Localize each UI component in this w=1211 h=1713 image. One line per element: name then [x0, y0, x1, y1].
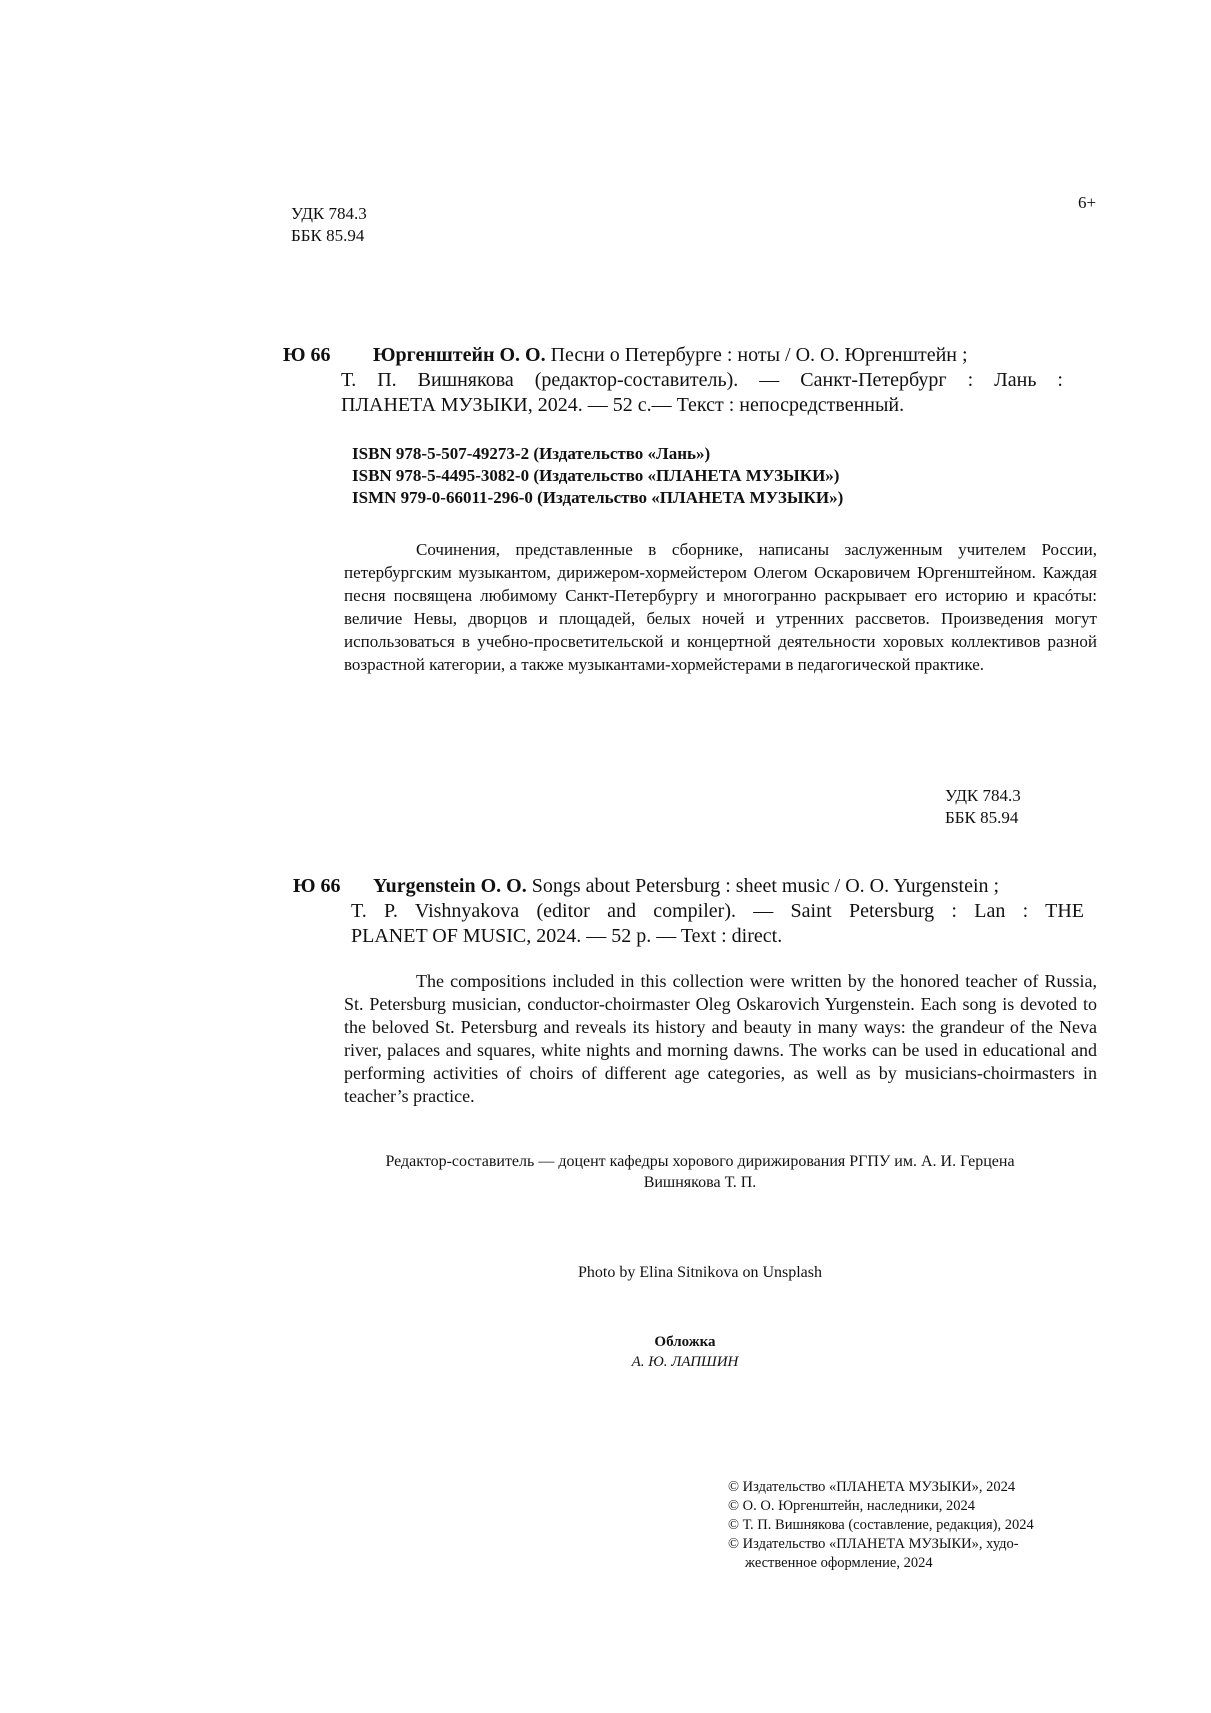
entry-en-line-1 — [293, 874, 1084, 899]
photo-credit: Photo by Elina Sitnikova on Unsplash — [578, 1264, 822, 1281]
editor-position: Редактор-составитель — доцент кафедры хорового дирижирования РГПУ им. А. И. Герцена — [385, 1153, 1015, 1170]
catalog-entry-ru — [283, 343, 1063, 418]
annotation-en-text: The compositions included in this collection were written by the honored teacher of Russia, St. Petersburg musician, conductor-choirmaster Oleg Oskarovich Yurgenstein. Each song is devoted to the beloved St. Petersburg and reveals its history and beauty in many ways: the grandeur of the Neva river, palaces and squares, white nights and morning dawns. The works can be used in educational and performing activities of choirs of different age categories, as well as by musicians-choirmasters in teacher’s practice. — [344, 971, 1097, 1106]
entry-ru-line-3: ПЛАНЕТА МУЗЫКИ, 2024. — 52 с.— Текст : непосредственный. — [341, 394, 905, 416]
copyright-line: © Т. П. Вишнякова (составление, редакция), 2024 — [728, 1517, 1034, 1533]
editor-name: Вишнякова Т. П. — [643, 1174, 757, 1191]
copyright-line-cont: жественное оформление, 2024 — [745, 1555, 933, 1571]
isbn-lan: ISBN 978-5-507-49273-2 (Издательство «Лань») — [352, 444, 711, 463]
cover-artist: А. Ю. ЛАПШИН — [631, 1354, 739, 1370]
entry-ru-line-2: Т. П. Вишнякова (редактор-составитель). — Санкт-Петербург : Лань : — [341, 369, 1063, 391]
cover-credit — [550, 1332, 820, 1372]
udk-bbk-bottom — [945, 785, 1021, 829]
entry-en-line-3: PLANET OF MUSIC, 2024. — 52 p. — Text : direct. — [351, 925, 783, 947]
copyright-block — [728, 1478, 1034, 1573]
annotation-ru — [344, 538, 1097, 676]
isbn-block — [352, 443, 843, 509]
entry-index: Ю 66 — [293, 875, 341, 897]
bbk-code: ББК 85.94 — [945, 808, 1019, 827]
entry-title: Песни о Петербурге : ноты / О. О. Юргенштейн ; — [545, 344, 968, 366]
bbk-code: ББК 85.94 — [291, 226, 365, 245]
ismn-planeta: ISMN 979-0-66011-296-0 (Издательство «ПЛАНЕТА МУЗЫКИ») — [352, 488, 844, 507]
entry-author: Юргенштейн О. О. — [373, 344, 546, 366]
udk-code: УДК 784.3 — [291, 204, 367, 223]
entry-index: Ю 66 — [283, 344, 331, 366]
catalog-entry-en — [293, 874, 1084, 949]
entry-en-line-2: T. P. Vishnyakova (editor and compiler). — Saint Petersburg : Lan : THE — [351, 900, 1084, 922]
copyright-line: © Издательство «ПЛАНЕТА МУЗЫКИ», 2024 — [728, 1479, 1016, 1495]
copyright-line: © Издательство «ПЛАНЕТА МУЗЫКИ», худо- — [728, 1536, 1019, 1552]
udk-bbk-top — [291, 203, 367, 247]
entry-author: Yurgenstein O. O. — [373, 875, 527, 897]
udk-code: УДК 784.3 — [945, 786, 1021, 805]
cover-label: Обложка — [654, 1334, 716, 1350]
copyright-line: © О. О. Юргенштейн, наследники, 2024 — [728, 1498, 975, 1514]
entry-ru-line-1 — [283, 343, 1063, 368]
entry-title: Songs about Petersburg : sheet music / O. O. Yurgenstein ; — [526, 875, 1000, 897]
age-rating: 6+ — [1078, 193, 1097, 212]
isbn-planeta: ISBN 978-5-4495-3082-0 (Издательство «ПЛАНЕТА МУЗЫКИ») — [352, 466, 840, 485]
editor-credit — [300, 1151, 1100, 1193]
annotation-en — [344, 970, 1097, 1108]
annotation-ru-text: Сочинения, представленные в сборнике, написаны заслуженным учителем России, петербургским музыкантом, дирижером-хормейстером Олегом Оскаровичем Юргенштейном. Каждая песня посвящена любимому Санкт-Петербургу и многогранно раскрывает его историю и красóты: величие Невы, дворцов и площадей, белых ночей и утренних рассветов. Произведения могут использоваться в учебно-просветительской и концертной деятельности хоровых коллективов разной возрастной категории, а также музыкантами-хормейстерами в педагогической практике. — [344, 540, 1097, 674]
